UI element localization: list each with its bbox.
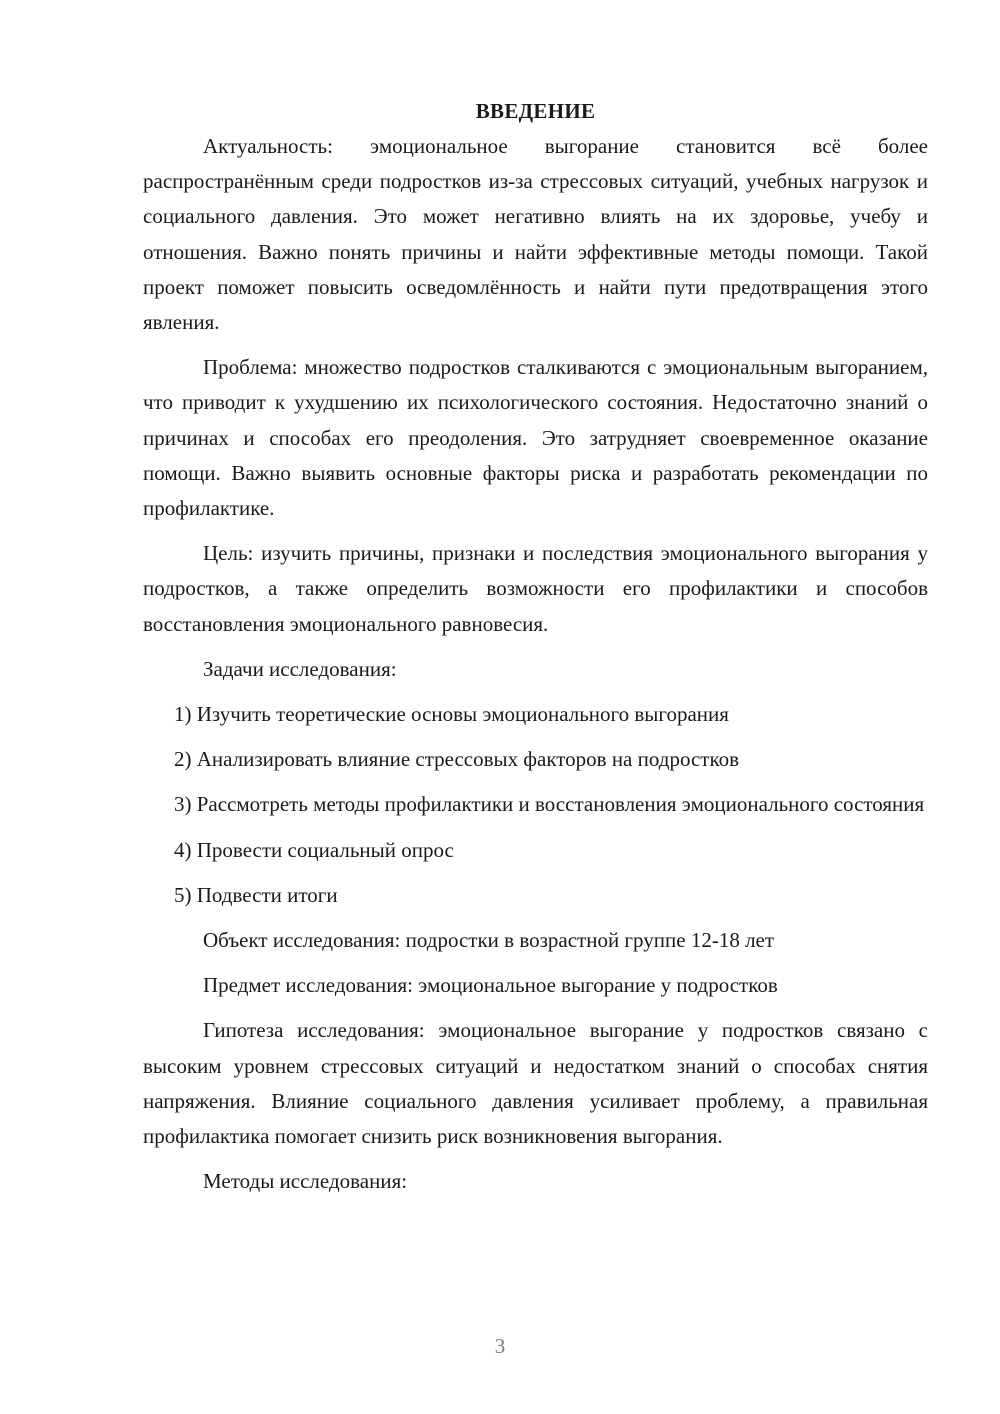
- task-item-5: 5) Подвести итоги: [174, 882, 338, 907]
- paragraph-hypothesis: Гипотеза исследования: эмоциональное выгорание у подростков связано с высоким уровнем стрессовых ситуаций и недостатком знаний о способах снятия напряжения. Влияние социального давления усиливает проблему, а правильная профилактика помогает снизить риск возникновения выгорания.: [143, 1018, 928, 1149]
- task-item-4: 4) Провести социальный опрос: [174, 837, 454, 862]
- task-item-2: 2) Анализировать влияние стрессовых факторов на подростков: [174, 747, 740, 772]
- task-item-3: 3) Рассмотреть методы профилактики и восстановления эмоционального состояния: [174, 792, 925, 817]
- paragraph-relevance: Актуальность: эмоциональное выгорание становится всё более распространённым среди подростков из-за стрессовых ситуаций, учебных нагрузок и социального давления. Это может негативно влиять на их здоровье, учебу и отношения. Важно понять причины и найти эффективные методы помощи. Такой проект поможет повысить осведомлённость и найти пути предотвращения этого явления.: [143, 134, 928, 335]
- paragraph-goal: Цель: изучить причины, признаки и последствия эмоционального выгорания у подростков, а также определить возможности его профилактики и способов восстановления эмоционального равновесия.: [143, 541, 928, 636]
- document-page: [143, 96, 928, 1199]
- task-item-1: 1) Изучить теоретические основы эмоционального выгорания: [174, 702, 729, 727]
- paragraph-subject: Предмет исследования: эмоциональное выгорание у подростков: [203, 973, 778, 998]
- paragraph-methods: Методы исследования:: [203, 1169, 408, 1194]
- document-title: ВВЕДЕНИЕ: [475, 99, 596, 123]
- paragraph-object: Объект исследования: подростки в возрастной группе 12-18 лет: [203, 928, 775, 953]
- page-number: 3: [494, 1334, 506, 1358]
- paragraph-problem: Проблема: множество подростков сталкиваются с эмоциональным выгоранием, что приводит к ухудшению их психологического состояния. Недостаточно знаний о причинах и способах его преодоления. Это затрудняет своевременное оказание помощи. Важно выявить основные факторы риска и разработать рекомендации по профилактике.: [143, 355, 928, 521]
- paragraph-tasks-heading: Задачи исследования:: [203, 656, 397, 681]
